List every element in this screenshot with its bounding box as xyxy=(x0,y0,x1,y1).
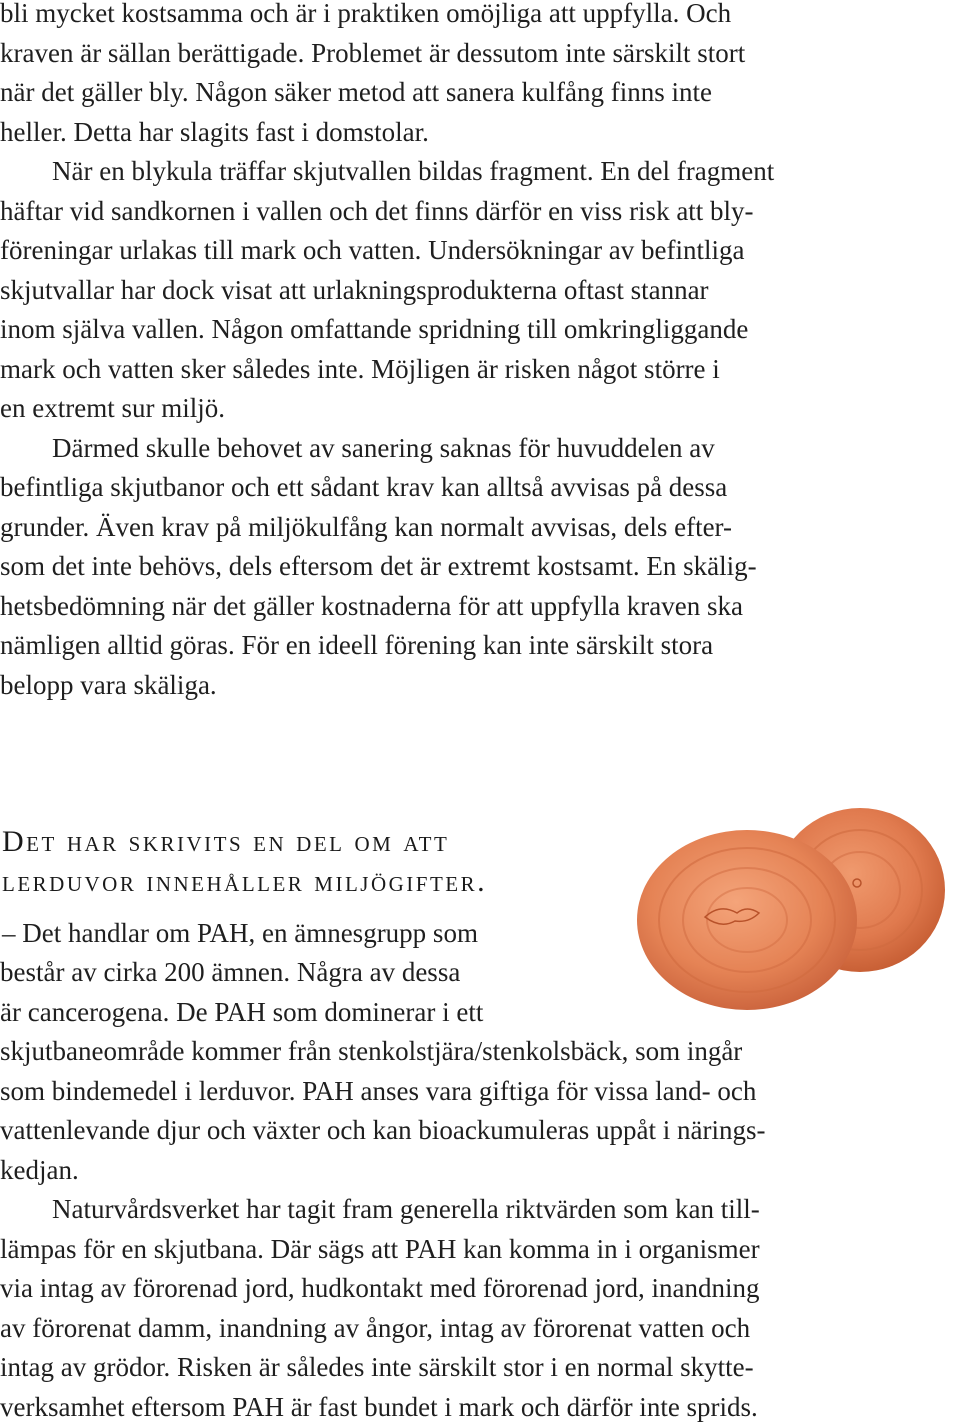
text-line: via intag av förorenad jord, hudkontakt med förorenad jord, inandning xyxy=(0,1273,760,1303)
text-line: inom själva vallen. Någon omfattande spridning till omkringliggande xyxy=(0,314,749,344)
text-line: intag av grödor. Risken är således inte särskilt stor i en normal skytte- xyxy=(0,1352,754,1382)
text-line: grunder. Även krav på miljökulfång kan normalt avvisas, dels efter- xyxy=(0,512,732,542)
text-line: verksamhet eftersom PAH är fast bundet i mark och därför inte sprids. xyxy=(0,1392,758,1422)
text-line: heller. Detta har slagits fast i domstolar. xyxy=(0,117,429,147)
text-line: nämligen alltid göras. För en ideell förening kan inte särskilt stora xyxy=(0,630,714,660)
text-line: som bindemedel i lerduvor. PAH anses vara giftiga för vissa land- och xyxy=(0,1076,757,1106)
text-line: – Det handlar om PAH, en ämnesgrupp som xyxy=(2,918,478,948)
text-line: föreningar urlakas till mark och vatten. Undersökningar av befintliga xyxy=(0,235,745,265)
text-line: bli mycket kostsamma och är i praktiken omöjliga att uppfylla. Och xyxy=(0,0,732,28)
clay-pigeon-targets-image xyxy=(635,795,950,1015)
text-line: häftar vid sandkornen i vallen och det finns därför en viss risk att bly- xyxy=(0,196,754,226)
section-heading: Det har skrivits en del om att xyxy=(2,825,450,858)
text-line: består av cirka 200 ämnen. Några av dessa xyxy=(0,957,461,987)
text-line: mark och vatten sker således inte. Möjligen är risken något större i xyxy=(0,354,720,384)
text-line: vattenlevande djur och växter och kan bioackumuleras uppåt i närings- xyxy=(0,1115,766,1145)
text-line: skjutbaneområde kommer från stenkolstjära/stenkolsbäck, som ingår xyxy=(0,1036,743,1066)
text-line: är cancerogena. De PAH som dominerar i ett xyxy=(0,997,484,1027)
text-line: en extremt sur miljö. xyxy=(0,393,225,423)
text-line: Naturvårdsverket har tagit fram generella riktvärden som kan till- xyxy=(52,1194,760,1224)
text-line: lämpas för en skjutbana. Där sägs att PAH kan komma in i organismer xyxy=(0,1234,760,1264)
section-heading: lerduvor innehåller miljögifter. xyxy=(2,865,488,898)
text-line: när det gäller bly. Någon säker metod att sanera kulfång finns inte xyxy=(0,77,713,107)
text-line: kraven är sällan berättigade. Problemet är dessutom inte särskilt stort xyxy=(0,38,746,68)
text-line: hetsbedömning när det gäller kostnaderna för att uppfylla kraven ska xyxy=(0,591,744,621)
text-line: befintliga skjutbanor och ett sådant krav kan alltså avvisas på dessa xyxy=(0,472,728,502)
text-line: kedjan. xyxy=(0,1155,79,1185)
text-line: När en blykula träffar skjutvallen bildas fragment. En del fragment xyxy=(52,156,775,186)
text-line: belopp vara skäliga. xyxy=(0,670,217,700)
text-line: skjutvallar har dock visat att urlakningsprodukterna oftast stannar xyxy=(0,275,709,305)
text-line: av förorenat damm, inandning av ångor, intag av förorenat vatten och xyxy=(0,1313,751,1343)
text-line: som det inte behövs, dels eftersom det är extremt kostsamt. En skälig- xyxy=(0,551,757,581)
text-line: Därmed skulle behovet av sanering saknas för huvuddelen av xyxy=(52,433,715,463)
